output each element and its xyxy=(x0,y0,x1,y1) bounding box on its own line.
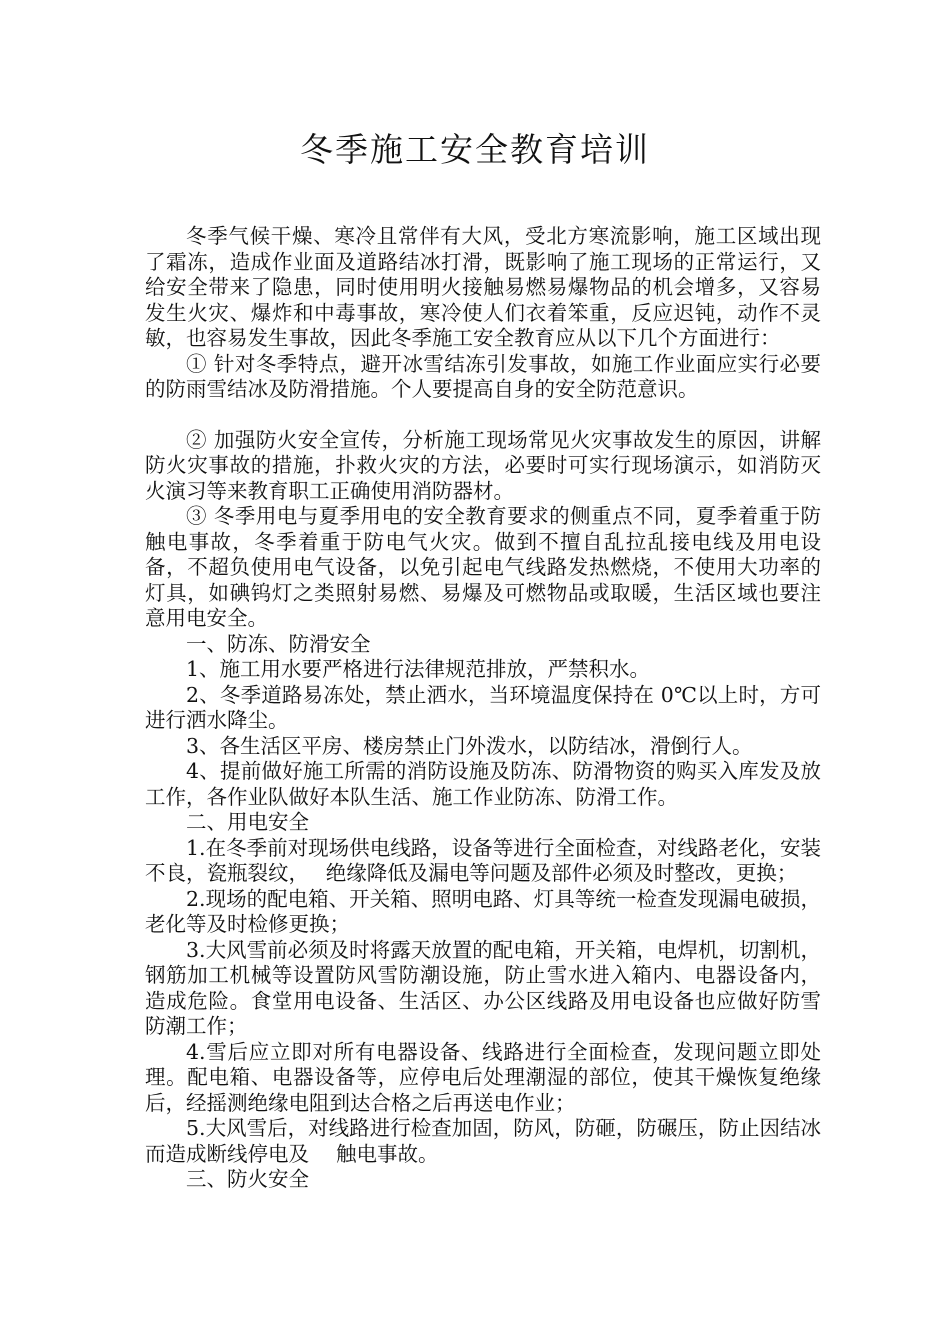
point-3-paragraph: ③ 冬季用电与夏季用电的安全教育要求的侧重点不同，夏季着重于防触电事故，冬季着重于防电气火灾。做到不擅自乱拉乱接电线及用电设备，不超负使用电气设备，以免引起电气线路发热燃烧，不使用大功率的灯具，如碘钨灯之类照射易燃、易爆及可燃物品或取暖，生活区域也要注意用电安全。 xyxy=(145,504,821,630)
section-2-item-5: 5.大风雪后，对线路进行检查加固，防风，防砸，防碾压，防止因结冰而造成断线停电及 触电事故。 xyxy=(145,1116,821,1166)
section-heading-1: 一、防冻、防滑安全 xyxy=(186,631,371,656)
section-2-item-4: 4.雪后应立即对所有电器设备、线路进行全面检查，发现问题立即处理。配电箱、电器设备等，应停电后处理潮湿的部位，使其干燥恢复绝缘后，经摇测绝缘电阻到达合格之后再送电作业； xyxy=(145,1039,821,1115)
intro-paragraph: 冬季气候干燥、寒冷且常伴有大风，受北方寒流影响，施工区域出现了霜冻，造成作业面及道路结冰打滑，既影响了施工现场的正常运行，又给安全带来了隐患，同时使用明火接触易燃易爆物品的机会增多，又容易发生火灾、爆炸和中毒事故，寒冷使人们衣着笨重，反应迟钝，动作不灵敏，也容易发生事故，因此冬季施工安全教育应从以下几个方面进行： xyxy=(145,224,821,350)
section-2-item-1: 1.在冬季前对现场供电线路，设备等进行全面检查，对线路老化，安装不良，瓷瓶裂纹， 绝缘降低及漏电等问题及部件必须及时整改，更换； xyxy=(145,835,821,885)
point-1-paragraph: ① 针对冬季特点，避开冰雪结冻引发事故，如施工作业面应实行必要的防雨雪结冰及防滑措施。个人要提高自身的安全防范意识。 xyxy=(145,351,821,401)
point-2-paragraph: ② 加强防火安全宣传，分析施工现场常见火灾事故发生的原因，讲解防火灾事故的措施，扑救火灾的方法，必要时可实行现场演示，如消防灭火演习等来教育职工正确使用消防器材。 xyxy=(145,427,821,503)
section-heading-3: 三、防火安全 xyxy=(186,1167,309,1191)
section-1-item-2: 2、冬季道路易冻处，禁止洒水，当环境温度保持在 0℃以上时，方可进行洒水降尘。 xyxy=(145,682,821,732)
section-2-item-2: 2.现场的配电箱、开关箱、照明电路、灯具等统一检查发现漏电破损，老化等及时检修更换； xyxy=(145,886,821,936)
document-body xyxy=(145,224,821,1193)
section-1-item-1: 1、施工用水要严格进行法律规范排放，严禁积水。 xyxy=(186,657,651,681)
document-title: 冬季施工安全教育培训 xyxy=(300,130,650,169)
section-1-item-3: 3、各生活区平房、楼房禁止门外泼水，以防结冰，滑倒行人。 xyxy=(186,733,753,758)
section-1-item-4: 4、提前做好施工所需的消防设施及防冻、防滑物资的购买入库发及放工作，各作业队做好本队生活、施工作业防冻、防滑工作。 xyxy=(145,759,821,809)
section-heading-2: 二、用电安全 xyxy=(186,810,309,834)
section-2-item-3: 3.大风雪前必须及时将露天放置的配电箱，开关箱，电焊机，切割机，钢筋加工机械等设置防风雪防潮设施，防止雪水进入箱内、电器设备内，造成危险。食堂用电设备、生活区、办公区线路及用电设备也应做好防雪防潮工作； xyxy=(145,937,821,1038)
